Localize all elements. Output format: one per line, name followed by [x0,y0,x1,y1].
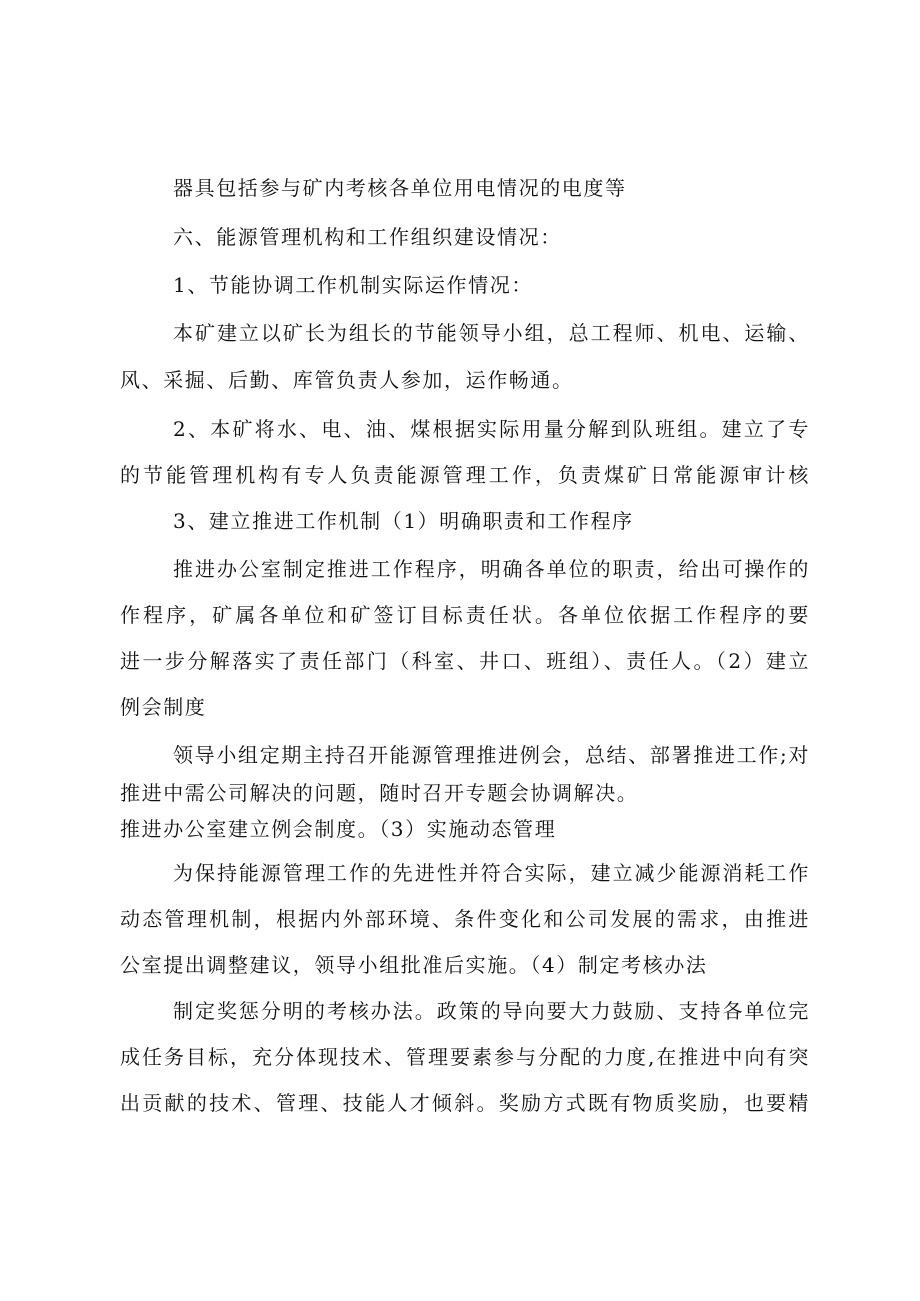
text-line: 例会制度 [120,695,207,719]
text-line: 2、本矿将水、电、油、煤根据实际用量分解到队班组。建立了专 [173,417,810,441]
text-line: 风、采掘、后勤、库管负责人参加，运作畅通。 [120,368,574,392]
section-heading: 六、能源管理机构和工作组织建设情况： [173,225,562,249]
text-line: 为保持能源管理工作的先进性并符合实际，建立减少能源消耗工作 [173,861,810,885]
text-line: 本矿建立以矿长为组长的节能领导小组，总工程师、机电、运输、 [173,321,810,345]
text-line: 公室提出调整建议，领导小组批准后实施。（4）制定考核办法 [120,953,708,977]
text-line: 制定奖惩分明的考核办法。政策的导向要大力鼓励、支持各单位完 [173,999,810,1023]
text-line: 推进办公室建立例会制度。（3）实施动态管理 [120,817,557,841]
text-line: 出贡献的技术、管理、技能人才倾斜。奖励方式既有物质奖励，也要精 [120,1091,810,1115]
text-line: 推进中需公司解决的问题，随时召开专题会协调解决。 [120,781,639,805]
text-line: 的节能管理机构有专人负责能源管理工作，负责煤矿日常能源审计核 [120,463,810,487]
text-line: 领导小组定期主持召开能源管理推进例会，总结、部署推进工作;对 [173,743,810,767]
subsection-heading: 3、建立推进工作机制（1）明确职责和工作程序 [173,509,634,533]
text-line: 进一步分解落实了责任部门（科室、井口、班组）、责任人。（2）建立 [120,649,810,673]
subsection-heading: 1、节能协调工作机制实际运作情况： [173,273,533,297]
text-line: 动态管理机制，根据内外部环境、条件变化和公司发展的需求，由推进 [120,907,810,931]
text-line: 器具包括参与矿内考核各单位用电情况的电度等 [173,176,627,200]
text-line: 推进办公室制定推进工作程序，明确各单位的职责，给出可操作的 [173,557,810,581]
text-line: 作程序，矿属各单位和矿签订目标责任状。各单位依据工作程序的要 [120,603,810,627]
text-line: 成任务目标，充分体现技术、管理要素参与分配的力度,在推进中向有突 [120,1045,810,1069]
